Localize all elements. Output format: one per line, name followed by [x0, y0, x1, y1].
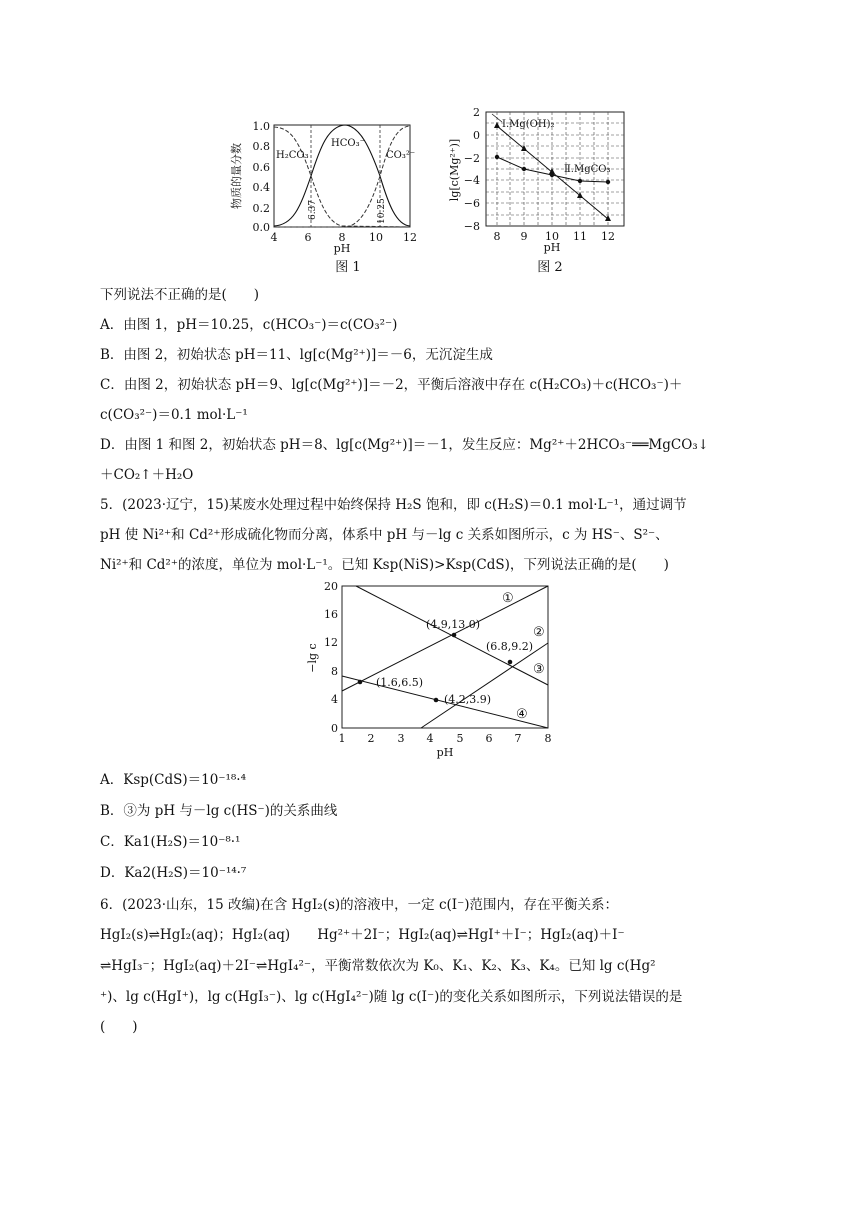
f2-ytick-m8: −8 [463, 220, 480, 233]
q4-option-c-line1: C．由图 2，初始状态 pH＝9、lg[c(Mg²⁺)]＝－2，平衡后溶液中存在 c(H₂CO₃)＋c(HCO₃⁻)＋ [100, 377, 683, 393]
f3-ytick-0: 0 [331, 722, 338, 735]
f1-ytick-04: 0.4 [252, 181, 270, 194]
f2-ytick-0: 0 [473, 129, 480, 142]
f3-xtick-5: 5 [456, 732, 464, 745]
f1-xlabel: pH [333, 242, 351, 255]
f3-ytick-4: 4 [331, 693, 338, 706]
figure-2-plot [446, 100, 646, 256]
f3-xtick-8: 8 [544, 732, 552, 745]
f3-curve-label-3: ③ [533, 662, 545, 677]
f1-ytick-02: 0.2 [252, 202, 270, 215]
f1-ytick-06: 0.6 [252, 161, 270, 174]
f3-label-68-92: (6.8,9.2) [486, 640, 534, 653]
f2-ytick-2: 2 [473, 106, 480, 119]
q4-option-d-line2: ＋CO₂↑＋H₂O [100, 467, 194, 483]
q6-line5: ( ) [100, 1019, 138, 1035]
f3-line-2 [342, 586, 548, 691]
f1-ylabel: 物质的量分数 [230, 143, 243, 209]
f3-ylabel: −lg c [306, 643, 319, 673]
f3-xtick-7: 7 [514, 732, 522, 745]
f3-ytick-16: 16 [324, 608, 338, 621]
f3-line-3 [421, 643, 548, 728]
f2-ytick-m4: −4 [463, 174, 480, 187]
q4-stem: 下列说法不正确的是( ) [100, 287, 260, 303]
f2-xtick-10: 10 [545, 230, 559, 243]
f3-ytick-20: 20 [324, 580, 338, 593]
f3-ytick-8: 8 [331, 665, 338, 678]
f1-xtick-6: 6 [304, 231, 312, 244]
f1-ytick-1: 1.0 [252, 120, 270, 133]
f3-ytick-12: 12 [324, 636, 338, 649]
f3-point-42-39 [434, 698, 439, 703]
f2-ytick-m2: −2 [463, 152, 480, 165]
q6-line2: HgI₂(s)⇌HgI₂(aq)；HgI₂(aq) Hg²⁺＋2I⁻；HgI₂(aq)⇌HgI⁺＋I⁻；HgI₂(aq)＋I⁻ [100, 927, 625, 943]
q6-line3: ⇌HgI₃⁻；HgI₂(aq)＋2I⁻⇌HgI₄²⁻，平衡常数依次为 K₀、K₁、K₂、K₃、K₄。已知 lg c(Hg² [100, 958, 656, 974]
f3-label-16-65: (1.6,6.5) [376, 676, 424, 689]
f3-curve-label-2: ② [533, 625, 545, 640]
f1-ytick-00: 0.0 [252, 221, 270, 234]
q5-line3: Ni²⁺和 Cd²⁺的浓度，单位为 mol·L⁻¹。已知 Ksp(NiS)>Ksp(CdS)，下列说法正确的是( ) [100, 557, 669, 573]
q4-option-c-line2: c(CO₃²⁻)＝0.1 mol·L⁻¹ [100, 407, 248, 423]
f2-xtick-8: 8 [493, 230, 501, 243]
f3-xlabel: pH [436, 746, 454, 759]
q5-option-c: C．Ka1(H₂S)＝10⁻⁸·¹ [100, 834, 241, 850]
f1-label-hco3: HCO₃⁻ [331, 138, 365, 149]
f3-xtick-4: 4 [426, 732, 434, 745]
q6-line1: 6．(2023·山东，15 改编)在含 HgI₂(s)的溶液中，一定 c(I⁻)范围内，存在平衡关系： [100, 897, 618, 913]
f3-point-49-130 [452, 633, 457, 638]
figure-1 [228, 108, 428, 275]
f2-xtick-11: 11 [573, 230, 587, 243]
f3-label-42-39: (4.2,3.9) [444, 693, 492, 706]
f3-curve-label-1: ① [502, 591, 514, 606]
q5-line2: pH 使 Ni²⁺和 Cd²⁺形成硫化物而分离，体系中 pH 与－lg c 关系如图所示，c 为 HS⁻、S²⁻、 [100, 527, 669, 543]
f3-xtick-6: 6 [485, 732, 493, 745]
figure-1-plot [228, 108, 428, 256]
q4-option-a: A．由图 1，pH＝10.25，c(HCO₃⁻)＝c(CO₃²⁻) [100, 317, 398, 333]
f3-xtick-3: 3 [397, 732, 405, 745]
f1-anno-1025: 10.25 [377, 198, 387, 224]
figure-2-caption: 图 2 [537, 260, 563, 275]
f2-ytick-m6: −6 [463, 197, 480, 210]
q5-option-b: B．③为 pH 与－lg c(HS⁻)的关系曲线 [100, 803, 338, 819]
figure-3 [296, 578, 566, 764]
f2-xtick-12: 12 [601, 230, 615, 243]
f1-label-h2co3: H₂CO₃ [276, 150, 309, 161]
q4-option-b: B．由图 2，初始状态 pH＝11、lg[c(Mg²⁺)]＝－6，无沉淀生成 [100, 347, 493, 363]
f3-xtick-1: 1 [338, 732, 346, 745]
f3-point-68-92 [508, 660, 513, 665]
f2-xtick-9: 9 [520, 230, 528, 243]
figure-1-caption: 图 1 [335, 260, 361, 275]
f1-xtick-4: 4 [270, 231, 278, 244]
q5-option-d: D．Ka2(H₂S)＝10⁻¹⁴·⁷ [100, 865, 247, 881]
f2-label-mgoh2: Ⅰ.Mg(OH)₂ [502, 119, 555, 130]
f1-xtick-12: 12 [403, 231, 417, 244]
figure-3-plot [296, 578, 566, 764]
f3-label-49-130: (4.9,13.0) [426, 618, 481, 631]
f1-label-co3: CO₃²⁻ [386, 150, 416, 161]
f2-xlabel: pH [543, 241, 561, 254]
f1-anno-637: 6.37 [308, 199, 318, 220]
figure-2 [446, 100, 646, 275]
f3-point-16-65 [358, 680, 363, 685]
q5-line1: 5．(2023·辽宁，15)某废水处理过程中始终保持 H₂S 饱和，即 c(H₂S)＝0.1 mol·L⁻¹，通过调节 [100, 497, 687, 513]
f3-xtick-2: 2 [367, 732, 375, 745]
q5-option-a: A．Ksp(CdS)＝10⁻¹⁸·⁴ [100, 772, 246, 788]
f1-xtick-10: 10 [369, 231, 383, 244]
q4-option-d-line1: D．由图 1 和图 2，初始状态 pH＝8、lg[c(Mg²⁺)]＝－1，发生反应：Mg²⁺＋2HCO₃⁻══MgCO₃↓ [100, 437, 709, 453]
q6-line4: ⁺)、lg c(HgI⁺)，lg c(HgI₃⁻)、lg c(HgI₄²⁻)随 lg c(I⁻)的变化关系如图所示，下列说法错误的是 [100, 989, 683, 1005]
f2-label-mgco3: Ⅱ.MgCO₃ [564, 164, 611, 175]
f3-curve-label-4: ④ [516, 707, 528, 722]
f1-ytick-08: 0.8 [252, 140, 270, 153]
f1-xtick-8: 8 [338, 231, 346, 244]
f2-ylabel: lg[c(Mg²⁺)] [448, 138, 461, 202]
